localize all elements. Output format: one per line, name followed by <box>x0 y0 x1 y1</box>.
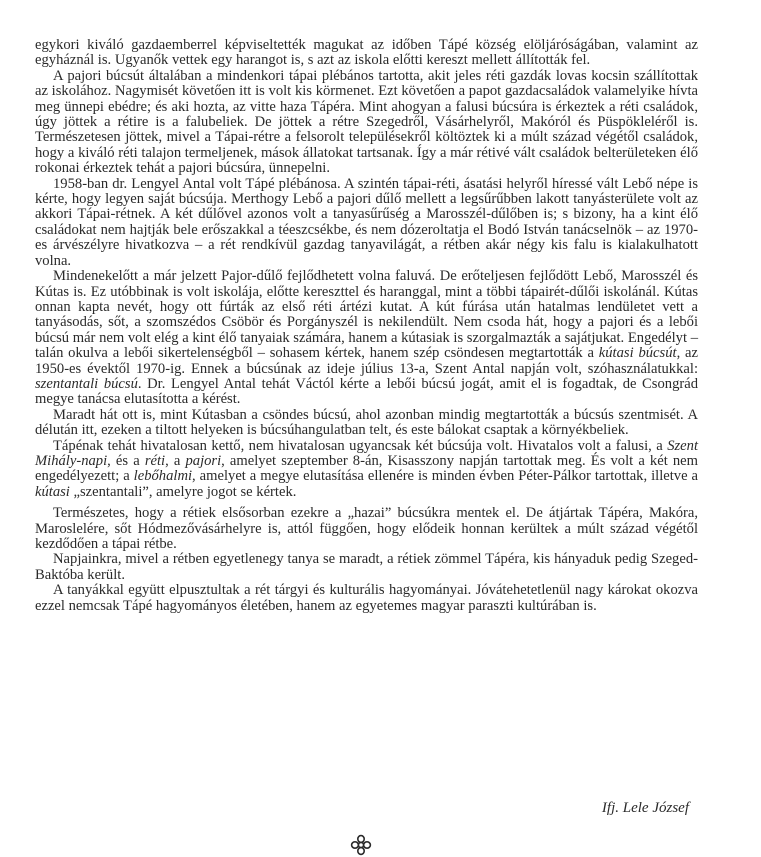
rosette-ornament-icon <box>348 834 374 856</box>
paragraph-5: Maradt hát ott is, mint Kútasban a csöndes búcsú, ahol azonban mindig megtartották a búcsús szentmisét. A délután itt, ezeken a tiltott helyeken is búcsúhangulatban telt, és este bálokat csaptak a környékbeliek. <box>35 406 698 439</box>
paragraph-9: A tanyákkal együtt elpusztultak a rét tárgyi és kulturális hagyományai. Jóvátehetetlenül nagy károkat okozva ezzel nemcsak Tápé hagyományos életében, hanem az egyetemes magyar paraszti kultúrában is. <box>35 582 698 614</box>
article-body <box>35 38 698 614</box>
paragraph-8: Napjainkra, mivel a rétben egyetlenegy tanya se maradt, a rétiek zömmel Tápéra, kis hányaduk pedig Szeged-Baktóba került. <box>35 551 698 583</box>
paragraph-1: egykori kiváló gazdaemberrel képviseltették magukat az időben Tápé község elöljáróságában, valamint az egyháznál is. Ugyanők vettek egy harangot is, s azt az iskola előtti kereszt mellett állították fel. <box>35 37 698 69</box>
paragraph-6: Tápénak tehát hivatalosan kettő, nem hivatalosan ugyancsak két búcsúja volt. Hivatalos volt a falusi, a Szent Mihály-napi, és a réti, a pajori, amelyet szeptember 8-án, Kisasszony napján tartottak meg. És volt a két nem engedélyezett; a lebőhalmi, amelyet a megye elutasítása ellenére is minden évben Péter-Pálkor tartottak, illetve a kútasi „szentantali”, amelyre jogot se kértek. <box>35 437 698 500</box>
paragraph-4: Mindenekelőtt a már jelzett Pajor-dűlő fejlődhetett volna faluvá. De erőteljesen fejlődött Lebő, Marosszél és Kútas is. Ez utóbbinak is volt iskolája, előtte kereszttel és haranggal, mint a többi tápairét-dűlői iskolánál. Kútas onnan kapta nevét, hogy ott fúrták az első réti ártézi kutat. A kút fúrása után hatalmas lendületet vett a tanyásodás, sőt, a szomszédos Csöbör és Porgányszél is nekilendült. Nem csoda hát, hogy a pajori és a lebői búcsú már nem volt elég a kint élő tanyaiak számára, hanem a kútasiak is szorgalmazták a sajátjukat. Engedélyt – talán okulva a lebői sikertelenségből – sohasem kértek, hanem szép csöndesen megtartották a kútasi búcsút, az 1950-es évektől 1970-ig. Ennek a búcsúnak az ideje július 13-a, Szent Antal napján volt, szóhasználatukkal: szentantali búcsú. Dr. Lengyel Antal tehát Váctól kérte a lebői búcsú jogát, amit el is fogadtak, de Csongrád megye tanácsa elutasította a kérést. <box>35 268 698 408</box>
paragraph-2: A pajori búcsút általában a mindenkori tápai plébános tartotta, akit jeles réti gazdák lovas kocsin szállítottak az iskolához. Nagymisét követően itt is volt kis körmenet. Ezt követően a papot gazdacsaládok valamelyike hívta meg ünnepi ebédre; és aki hozta, az vitte haza Tápéra. Mint ahogyan a falusi búcsúra is érkeztek a réti családok, úgy jöttek a rétire is a falubeliek. De jöttek a rétre Szegedről, Vásárhelyről, Makóról és Püspökleléről is. Természetesen jöttek, mivel a Tápai-rétre a felsorolt településekről költöztek ki a múlt század végétől családok, hogy a kiváló réti talajon termeljenek, mások állatokat tartsanak. Így a már rétivé vált családok belterületeken élő rokonai érkeztek tehát a pajori búcsúra, ünnepelni. <box>35 67 698 177</box>
paragraph-3: 1958-ban dr. Lengyel Antal volt Tápé plébánosa. A szintén tápai-réti, ásatási helyről híressé vált Lebő népe is kérte, hogy legyen saját búcsúja. Merthogy Lebő a pajori dűlő mellett a legsűrűbben lakott tanyásterülete volt az akkori Tápai-rétnek. A két dűlővel azonos volt a tanyasűrűség a Marosszél-dűlőben is; s bizony, ha a kint élő családokat nem hajtják bele erőszakkal a téeszcsékbe, és nem dózeroltatja el Bodó István tanácselnök – az 1970-es árvészélyre hivatkozva – a rét rendkívül gazdag tanyavilágát, a rétben akár négy kis falu is kialakulhatott volna. <box>35 175 698 269</box>
paragraph-7: Természetes, hogy a rétiek elsősorban ezekre a „hazai” búcsúkra mentek el. De átjártak Tápéra, Makóra, Maroslelére, sőt Hódmezővásárhelyre is, attól függően, hogy elődeik honnan kerültek a múlt század végétől kezdődően a tápai rétbe. <box>35 505 698 552</box>
author-signature: Ifj. Lele József <box>601 800 689 816</box>
